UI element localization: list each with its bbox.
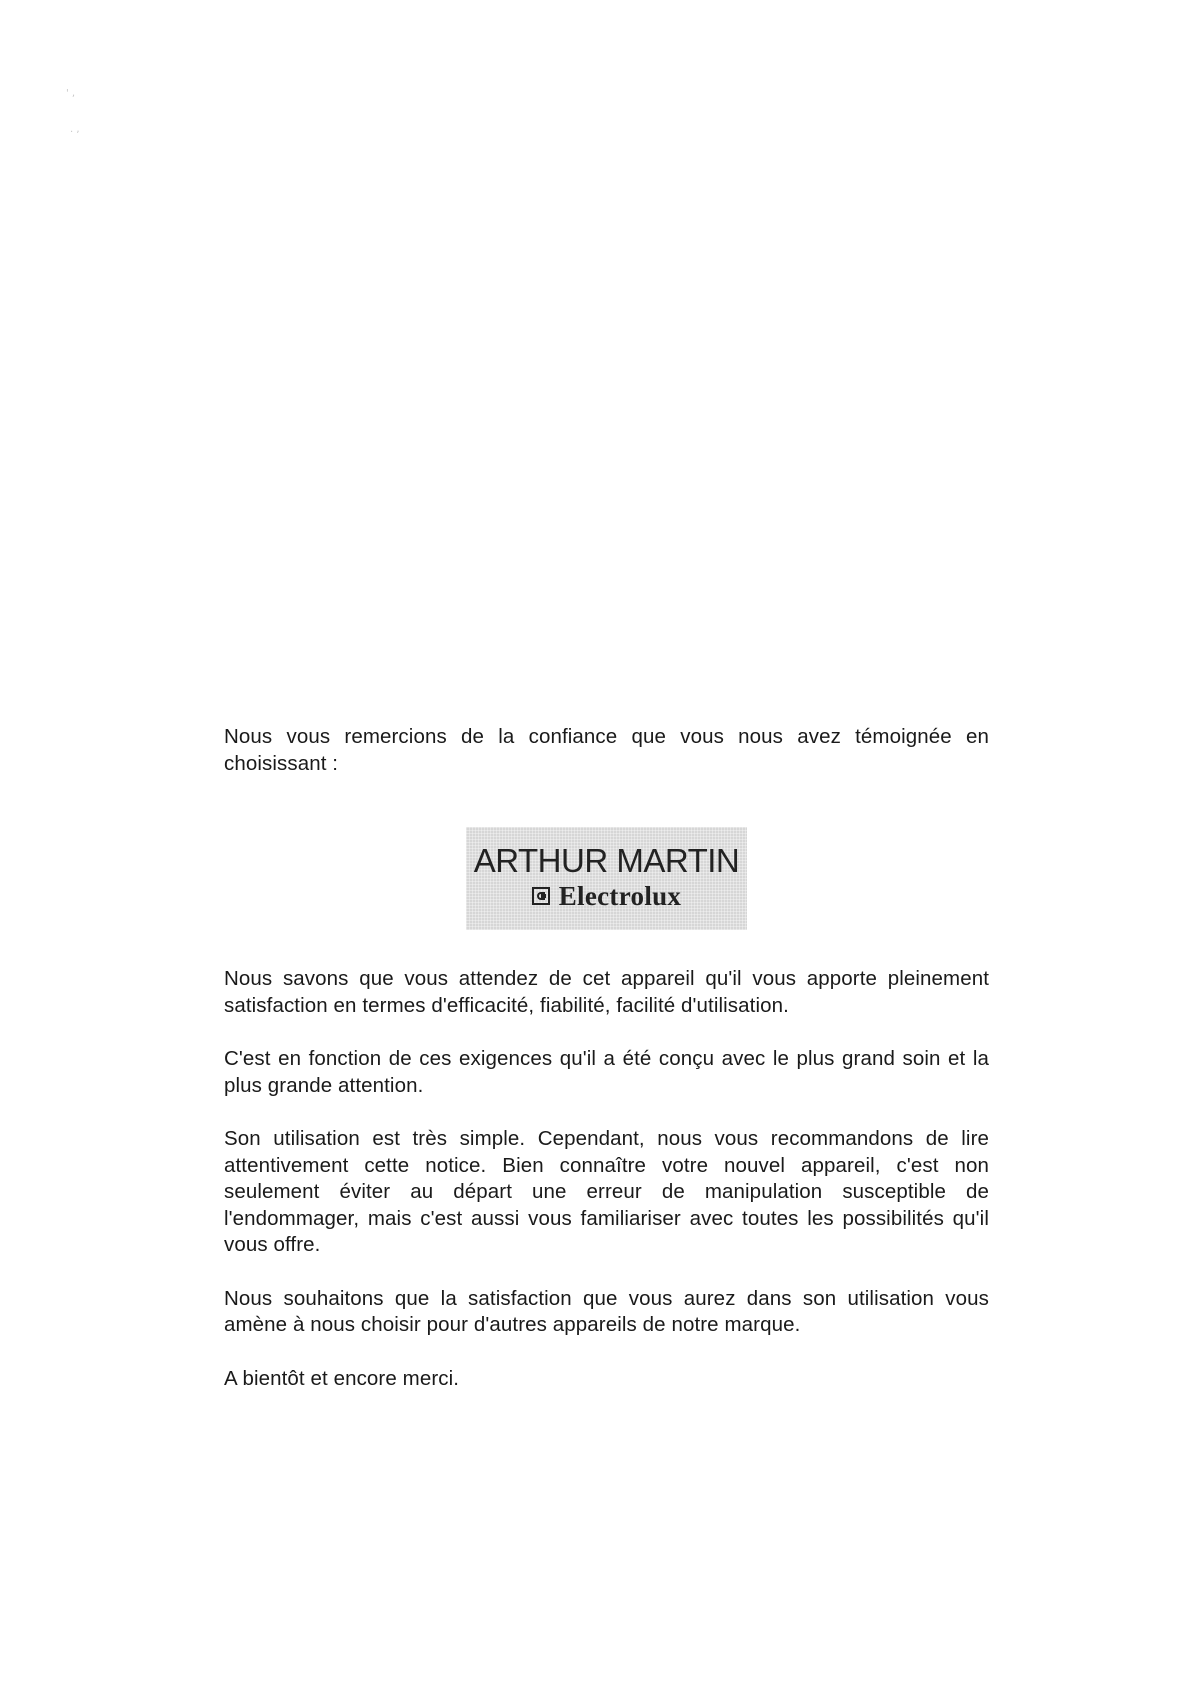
letter-body [224, 724, 989, 1392]
body-paragraph: C'est en fonction de ces exigences qu'il a été conçu avec le plus grand soin et la plus grande attention. [224, 1047, 989, 1097]
body-paragraph: Nous souhaitons que la satisfaction que vous aurez dans son utilisation vous amène à nous choisir pour d'autres appareils de notre marque. [224, 1286, 989, 1336]
logo-sub-row [532, 881, 681, 911]
electrolux-logo-mark-icon [532, 887, 550, 905]
logo-sub-brand-text: Electrolux [558, 880, 682, 911]
brand-logo-area [224, 827, 989, 930]
intro-paragraph: Nous vous remercions de la confiance que vous nous avez témoignée en choisissant : [224, 725, 989, 775]
scan-speck: . , [70, 124, 80, 135]
brand-logo [466, 827, 747, 930]
logo-brand-text: ARTHUR MARTIN [473, 841, 740, 879]
body-paragraph: Nous savons que vous attendez de cet appareil qu'il vous apporte pleinement satisfaction en termes d'efficacité, fiabilité, facilité d'utilisation. [224, 967, 989, 1017]
closing-line: A bientôt et encore merci. [224, 1366, 460, 1390]
body-paragraph: Son utilisation est très simple. Cependant, nous vous recommandons de lire attentivement cette notice. Bien connaître votre nouvel appareil, c'est non seulement éviter au départ une erreur de manipulation susceptible de l'endommager, mais c'est aussi vous familiariser avec toutes les possibilités qu'il vous offre. [224, 1127, 989, 1256]
scan-speck: ' , [66, 88, 76, 99]
